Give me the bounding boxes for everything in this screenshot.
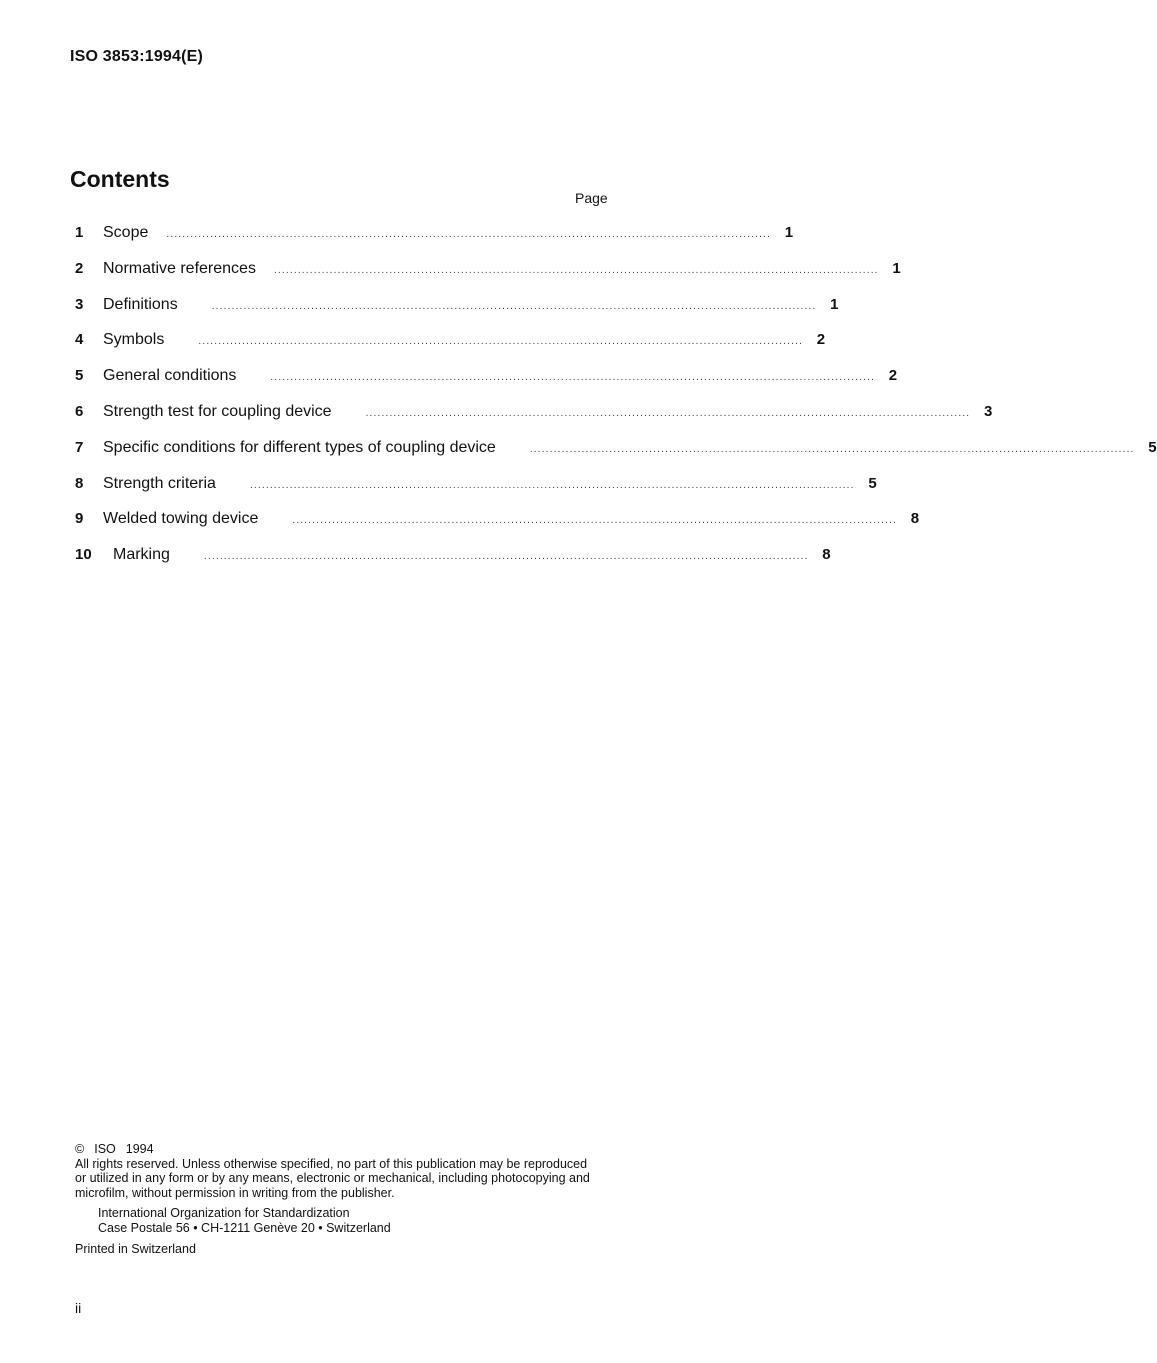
- toc-page-number: 3: [983, 402, 993, 420]
- copyright-line: [75, 1142, 635, 1157]
- copyright-year: 1994: [125, 1142, 154, 1156]
- dot-leader: ........................................................................................................................................................: [365, 407, 971, 419]
- page-number: ii: [75, 1300, 82, 1316]
- toc-page-number: 5: [1148, 438, 1157, 456]
- copyright-notice: [75, 1142, 635, 1256]
- toc-label: Strength criteria: [103, 474, 216, 492]
- toc-number: 7: [75, 438, 84, 456]
- toc-label: General conditions: [103, 367, 237, 385]
- toc-entry-welded-towing-device[interactable]: [75, 510, 920, 546]
- toc-entry-symbols[interactable]: [75, 331, 826, 367]
- toc-entry-scope[interactable]: [75, 224, 794, 260]
- toc-entry-marking[interactable]: [75, 546, 831, 582]
- toc-entry-strength-criteria[interactable]: [75, 474, 877, 511]
- organization-address: Case Postale 56 • CH-1211 Genève 20 • Switzerland: [98, 1220, 391, 1235]
- printed-in: Printed in Switzerland: [75, 1241, 196, 1256]
- toc-number: 6: [75, 402, 84, 420]
- toc-page-number: 8: [822, 546, 831, 564]
- dot-leader: ........................................................................................................................................................: [270, 372, 876, 384]
- dot-leader: ........................................................................................................................................................: [273, 264, 879, 276]
- toc-page-number: 2: [816, 331, 826, 349]
- toc-entry-specific-conditions[interactable]: [75, 438, 1157, 475]
- toc-entry-definitions[interactable]: [75, 295, 839, 332]
- toc-label: Symbols: [103, 331, 165, 349]
- rights-text-line-1: All rights reserved. Unless otherwise specified, no part of this publication may be reproduced: [75, 1156, 588, 1171]
- dot-leader: ........................................................................................................................................................: [292, 515, 898, 527]
- toc-page-number: 2: [888, 367, 898, 385]
- dot-leader: ........................................................................................................................................................: [249, 479, 855, 491]
- copyright-org: ISO: [94, 1142, 116, 1156]
- toc-number: 1: [75, 224, 84, 241]
- toc-page-number: 1: [892, 259, 901, 277]
- contents-title: Contents: [70, 166, 170, 192]
- toc-page-number: 8: [910, 510, 920, 528]
- toc-number: 4: [75, 331, 84, 349]
- toc-label: Scope: [103, 224, 149, 241]
- rights-text-line-3: microfilm, without permission in writing from the publisher.: [75, 1185, 395, 1200]
- table-of-contents: [75, 224, 1157, 582]
- dot-leader: ........................................................................................................................................................: [166, 229, 772, 240]
- toc-number: 10: [75, 546, 92, 564]
- toc-label: Strength test for coupling device: [103, 402, 332, 420]
- toc-number: 5: [75, 367, 84, 385]
- toc-page-number: 1: [784, 224, 794, 241]
- toc-number: 3: [75, 295, 84, 313]
- dot-leader: ........................................................................................................................................................: [529, 443, 1135, 455]
- toc-entry-normative-references[interactable]: [75, 259, 901, 296]
- toc-number: 2: [75, 259, 84, 277]
- rights-text-line-2: or utilized in any form or by any means, electronic or mechanical, including photocopying and: [75, 1171, 590, 1186]
- document-id: ISO 3853:1994(E): [70, 48, 204, 65]
- organization-name: International Organization for Standardization: [98, 1206, 350, 1221]
- toc-label: Normative references: [103, 259, 256, 277]
- dot-leader: ........................................................................................................................................................: [211, 300, 817, 312]
- toc-entry-general-conditions[interactable]: [75, 367, 898, 403]
- copyright-symbol: ©: [75, 1142, 85, 1156]
- toc-entry-strength-test[interactable]: [75, 402, 993, 439]
- toc-label: Specific conditions for different types of coupling device: [103, 438, 496, 456]
- dot-leader: ........................................................................................................................................................: [198, 336, 804, 348]
- toc-label: Marking: [113, 546, 170, 564]
- toc-label: Definitions: [103, 295, 178, 313]
- toc-number: 9: [75, 510, 84, 528]
- dot-leader: ........................................................................................................................................................: [203, 551, 809, 563]
- toc-page-number: 1: [830, 295, 839, 313]
- toc-label: Welded towing device: [103, 510, 259, 528]
- page-column-label: Page: [575, 190, 608, 206]
- toc-page-number: 5: [868, 474, 877, 492]
- toc-number: 8: [75, 474, 84, 492]
